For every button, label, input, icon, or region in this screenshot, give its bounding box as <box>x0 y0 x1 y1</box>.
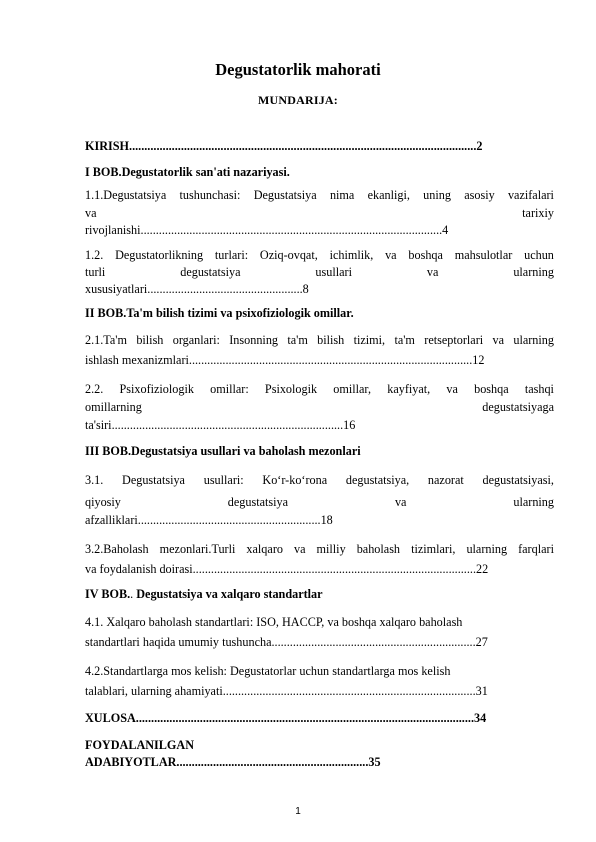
toc-entry-4-2-line-2[interactable]: talablari, ularning ahamiyati...................................................................................31 <box>85 684 488 698</box>
toc-word: usullari: <box>203 473 244 487</box>
toc-word: asosiy <box>464 188 495 202</box>
toc-word: bilish <box>136 333 164 347</box>
toc-word: usullari <box>315 265 352 279</box>
toc-entry-2-2-line-3[interactable]: ta'siri............................................................................16 <box>85 418 356 432</box>
toc-word: retseptorlari <box>424 333 484 347</box>
toc-word: va <box>394 495 407 509</box>
toc-word: tushunchasi: <box>179 188 241 202</box>
toc-word: ularning <box>513 333 554 347</box>
toc-word: tizimi, <box>353 333 386 347</box>
toc-word: Psixologik <box>264 382 318 396</box>
toc-word: Ko‘r-ko‘rona <box>262 473 328 487</box>
toc-entry-4-2-line-1[interactable]: 4.2.Standartlarga mos kelish: Degustatorlar uchun standartlarga mos kelish <box>85 664 451 678</box>
toc-word: ekanligi, <box>367 188 410 202</box>
toc-word: 2.1.Ta'm <box>85 333 127 347</box>
toc-word: tizimlari, <box>411 542 456 556</box>
toc-word: 2.2. <box>85 382 104 396</box>
toc-entry-1-1-line-2[interactable] <box>85 206 554 220</box>
toc-word: degustatsiyaga <box>482 400 554 414</box>
toc-word: Degustatsiya <box>253 188 317 202</box>
toc-entry-2-2-line-2[interactable] <box>85 400 554 414</box>
toc-entry-3-2-line-1[interactable] <box>85 542 554 556</box>
toc-entry-1-2-line-2[interactable] <box>85 265 554 279</box>
toc-entry-1-1-line-3[interactable]: rivojlanishi...................................................................................................4 <box>85 223 449 237</box>
page-number: 1 <box>295 806 301 817</box>
toc-word: Insonning <box>229 333 278 347</box>
toc-entry-1-2-line-1[interactable] <box>85 248 554 262</box>
toc-entry-2-1-line-2[interactable]: ishlash mexanizmlari.............................................................................................12 <box>85 353 485 367</box>
toc-entry-3-2-line-2[interactable]: va foydalanish doirasi.............................................................................................22 <box>85 562 489 576</box>
toc-word: omillarning <box>85 400 142 414</box>
toc-word: ta'm <box>287 333 308 347</box>
toc-word: Degustatorlikning <box>115 248 204 262</box>
toc-word: omillar: <box>210 382 249 396</box>
chapter-4-heading-prefix: IV BOB. <box>85 587 131 601</box>
toc-entry-3-1-line-3[interactable]: afzalliklari............................................................18 <box>85 513 333 527</box>
toc-word: turlari: <box>214 248 249 262</box>
toc-entry-4-1-line-2[interactable]: standartlari haqida umumiy tushuncha...................................................................27 <box>85 635 488 649</box>
toc-word: ta'm <box>394 333 415 347</box>
toc-word: mezonlari.Turli <box>159 542 236 556</box>
toc-word: boshqa <box>408 248 443 262</box>
toc-word: 1.1.Degustatsiya <box>85 188 167 202</box>
toc-word: tarixiy <box>522 206 554 220</box>
toc-entry-4-1-line-1[interactable]: 4.1. Xalqaro baholash standartlari: ISO, HACCP, va boshqa xalqaro baholash <box>85 615 463 629</box>
toc-entry-kirish[interactable]: KIRISH..................................................................................................................2 <box>85 139 483 153</box>
chapter-2-heading: II BOB.Ta'm bilish tizimi va psixofiziologik omillar. <box>85 306 354 320</box>
toc-word: degustatsiya <box>180 265 241 279</box>
toc-word: baholash <box>356 542 401 556</box>
toc-word: farqlari <box>518 542 554 556</box>
toc-word: uchun <box>524 248 554 262</box>
toc-word: bilish <box>317 333 345 347</box>
toc-word: ularning <box>513 265 554 279</box>
toc-word: 1.2. <box>85 248 104 262</box>
toc-word: ichimlik, <box>329 248 374 262</box>
toc-word: degustatsiya <box>227 495 289 509</box>
toc-word: qiyosiy <box>85 495 121 509</box>
toc-word: va <box>446 382 458 396</box>
toc-word: nazorat <box>427 473 464 487</box>
toc-word: Psixofiziologik <box>119 382 194 396</box>
toc-word: milliy <box>316 542 346 556</box>
toc-word: nima <box>329 188 355 202</box>
toc-entry-references-line-2[interactable]: ADABIYOTLAR...............................................................35 <box>85 755 381 769</box>
toc-word: turli <box>85 265 106 279</box>
chapter-4-heading-dot: . <box>130 587 134 601</box>
toc-word: organlari: <box>172 333 220 347</box>
document-title: Degustatorlik mahorati <box>215 60 381 79</box>
toc-entry-3-1-line-2[interactable] <box>85 495 554 509</box>
toc-word: degustatsiyasi, <box>482 473 554 487</box>
toc-word: ularning <box>466 542 508 556</box>
toc-word: vazifalari <box>507 188 554 202</box>
toc-word: mahsulotlar <box>454 248 513 262</box>
toc-entry-1-2-line-3[interactable]: xususiyatlari...................................................8 <box>85 282 309 296</box>
chapter-1-heading: I BOB.Degustatorlik san'ati nazariyasi. <box>85 165 290 179</box>
toc-word: boshqa <box>474 382 509 396</box>
toc-word: 3.1. <box>85 473 104 487</box>
toc-entry-2-1-line-1[interactable] <box>85 333 554 347</box>
toc-word: va <box>426 265 439 279</box>
toc-word: ularning <box>513 495 554 509</box>
toc-entry-references-line-1[interactable]: FOYDALANILGAN <box>85 738 195 752</box>
toc-word: kayfiyat, <box>387 382 431 396</box>
toc-entry-2-2-line-1[interactable] <box>85 382 554 396</box>
toc-word: tashqi <box>524 382 554 396</box>
toc-entry-xulosa[interactable]: XULOSA...............................................................................................................34 <box>85 711 487 725</box>
toc-word: uning <box>423 188 451 202</box>
toc-word: xalqaro <box>246 542 283 556</box>
toc-word: Oziq-ovqat, <box>259 248 318 262</box>
toc-entry-1-1-line-1[interactable] <box>85 188 554 202</box>
toc-word: Degustatsiya <box>122 473 185 487</box>
toc-heading: MUNDARIJA: <box>258 93 338 107</box>
toc-word: va <box>385 248 397 262</box>
toc-entry-3-1-line-1[interactable] <box>85 473 554 487</box>
toc-word: va <box>85 206 97 220</box>
toc-word: degustatsiya, <box>345 473 410 487</box>
toc-word: va <box>294 542 306 556</box>
chapter-4-heading-title: Degustatsiya va xalqaro standartlar <box>133 587 323 601</box>
toc-word: va <box>492 333 505 347</box>
toc-word: omillar, <box>333 382 372 396</box>
chapter-3-heading: III BOB.Degustatsiya usullari va baholash mezonlari <box>85 444 361 458</box>
toc-word: 3.2.Baholash <box>85 542 149 556</box>
chapter-4-heading <box>85 587 554 601</box>
